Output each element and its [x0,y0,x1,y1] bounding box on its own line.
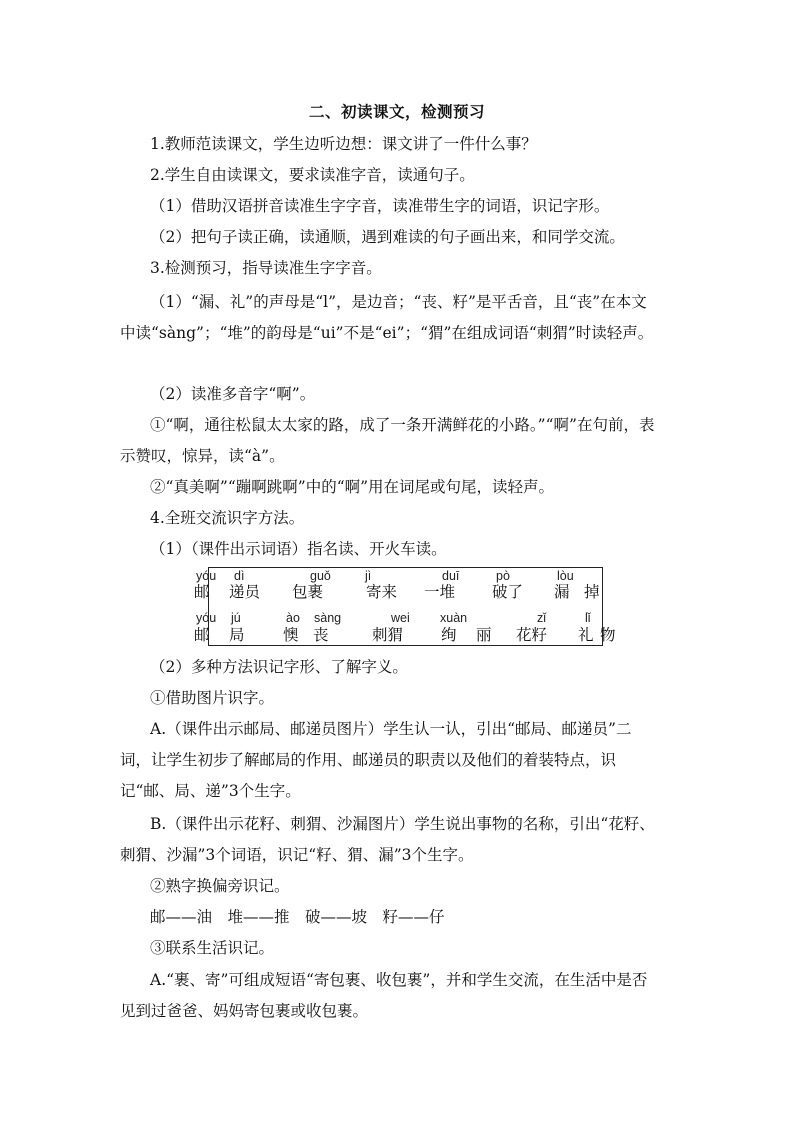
pinyin: pò [496,569,510,583]
paragraph-14: A.（课件出示邮局、邮递员图片）学生认一认，引出“邮局、邮递员”二词，让学生初步了解邮局的作用、邮递员的职责以及他们的着装特点，识记“邮、局、递”3个生字。 [120,720,632,800]
pinyin: duī [442,569,460,583]
pinyin: jì [365,569,372,583]
pinyin: lòu [557,569,574,583]
pinyin: yóu [196,569,217,583]
word: 绚 [441,626,457,644]
word: 一堆 [424,583,456,601]
paragraph-17: 邮——油 堆——推 破——坡 籽——仔 [150,908,445,926]
paragraph-18: ③联系生活识记。 [150,939,275,957]
word: 漏 [554,583,570,601]
pinyin: wei [391,611,410,625]
word: 礼 [578,626,594,644]
word: 丽 [476,626,492,644]
paragraph-2: 2.学生自由读课文，要求读准字音，读通句子。 [150,166,475,184]
word: 刺猬 [372,626,404,644]
paragraph-4: （2）把句子读正确，读通顺，遇到难读的句子画出来，和同学交流。 [150,228,625,246]
paragraph-9: ②“真美啊”“蹦啊跳啊”中的“啊”用在词尾或句尾，读轻声。 [150,478,555,496]
pinyin: guǒ [310,569,331,583]
paragraph-3: （1）借助汉语拼音读准生字字音，读准带生字的词语，识记字形。 [150,197,610,215]
paragraph-12: （2）多种方法识记字形、了解字义。 [150,658,408,676]
paragraph-7: （2）读准多音字“啊”。 [150,385,316,403]
paragraph-16: ②熟字换偏旁识记。 [150,877,290,895]
section-title: 二、初读课文，检测预习 [308,102,485,121]
word: 包裹 [292,583,324,601]
word: 寄来 [366,583,398,601]
word: 局 [229,626,245,644]
pinyin: lǐ [585,611,591,625]
word: 破了 [492,583,524,601]
paragraph-1: 1.教师范读课文，学生边听边想：课文讲了一件什么事？ [150,135,537,153]
word: 物 [600,626,616,644]
word: 丧 [313,626,329,644]
paragraph-19: A.“裹、寄”可组成短语“寄包裹、收包裹”，并和学生交流，在生活中是否见到过爸爸、妈妈寄包裹或收包裹。 [120,971,648,1020]
paragraph-8: ①“啊，通往松鼠太太家的路，成了一条开满鲜花的小路。”“啊”在句前，表示赞叹，惊异，读“à”。 [120,416,655,465]
paragraph-13: ①借助图片识字。 [150,689,275,707]
word: 掉 [584,583,600,601]
paragraph-11: （1）（课件出示词语）指名读、开火车读。 [150,540,447,558]
paragraph-10: 4.全班交流识字方法。 [150,509,305,527]
word: 花籽 [516,626,548,644]
pinyin: yóu [196,611,217,625]
word: 递员 [229,583,261,601]
pinyin: sàng [314,611,342,625]
pinyin: ào [286,611,300,625]
word: 邮 [194,583,210,601]
pinyin: zǐ [537,611,547,625]
word: 邮 [194,626,210,644]
word: 懊 [283,626,299,644]
paragraph-15: B.（课件出示花籽、刺猬、沙漏图片）学生说出事物的名称，引出“花籽、刺猬、沙漏”3个词语，识记“籽、猬、漏”3个生字。 [120,815,655,864]
paragraph-6: （1）“漏、礼”的声母是“l”，是边音；“丧、籽”是平舌音，且“丧”在本文中读“sàng”；“堆”的韵母是“ui”不是“ei”；“猬”在组成词语“刺猬”时读轻声。 [120,293,654,342]
pinyin: dì [234,569,245,583]
pinyin: xuàn [440,611,468,625]
pinyin: jú [231,611,241,625]
paragraph-5: 3.检测预习，指导读准生字字音。 [150,259,382,277]
